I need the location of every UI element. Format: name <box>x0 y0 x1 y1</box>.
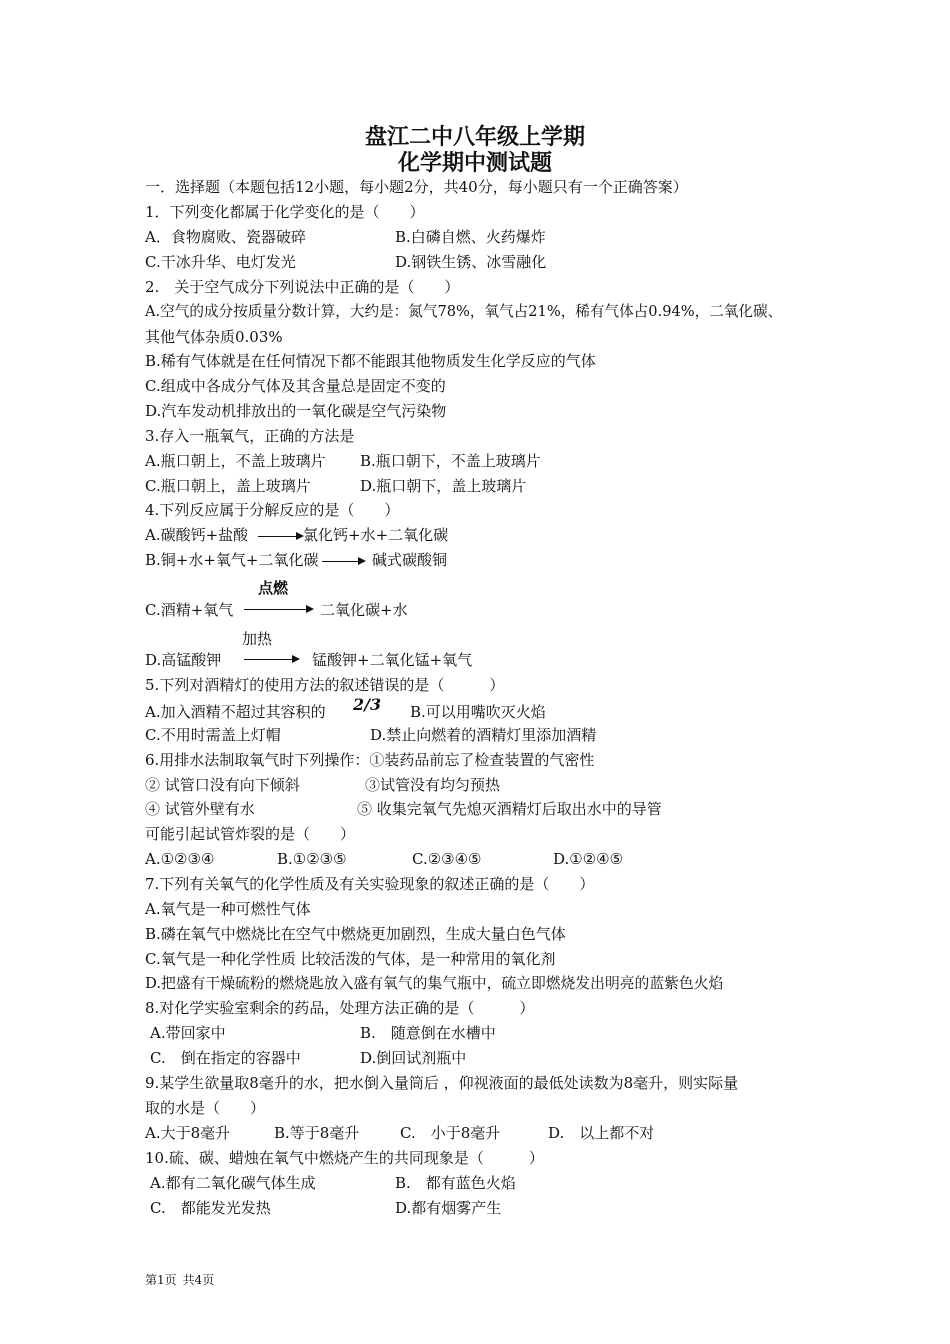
q6-operation-2: ② 试管口没有向下倾斜 <box>145 776 300 794</box>
q10-option-b: B. 都有蓝色火焰 <box>395 1174 516 1192</box>
q8-option-c: C. 倒在指定的容器中 <box>150 1049 301 1067</box>
q4-option-c-condition: 点燃 <box>258 579 289 597</box>
q2-stem: 2. 关于空气成分下列说法中正确的是（ ） <box>145 278 460 296</box>
q1-stem: 1．下列变化都属于化学变化的是（ ） <box>145 203 425 221</box>
q4-option-b-reactants: B.铜+水+氧气+二氧化碳 <box>145 551 319 569</box>
q1-option-d: D.钢铁生锈、冰雪融化 <box>395 253 547 271</box>
q1-option-a: A．食物腐败、瓷器破碎 <box>145 228 306 246</box>
q2-option-c: C.组成中各成分气体及其含量总是固定不变的 <box>145 377 446 395</box>
exam-title: 化学期中测试题 <box>397 150 552 176</box>
reaction-arrow-icon <box>258 536 302 537</box>
q4-option-a-products: 氯化钙+水+二氧化碳 <box>303 526 449 544</box>
q3-option-d: D.瓶口朝下，盖上玻璃片 <box>360 477 527 495</box>
school-title: 盘江二中八年级上学期 <box>364 124 585 150</box>
q5-option-c: C.不用时需盖上灯帽 <box>145 726 281 744</box>
reaction-arrow-icon <box>322 561 364 562</box>
q9-option-b: B.等于8毫升 <box>274 1124 360 1142</box>
q5-fraction: 2/3 <box>353 695 382 714</box>
q3-stem: 3.存入一瓶氧气，正确的方法是 <box>145 427 355 445</box>
q5-option-d: D.禁止向燃着的酒精灯里添加酒精 <box>370 726 597 744</box>
q9-stem-line2: 取的水是（ ） <box>145 1099 266 1117</box>
q3-option-b: B.瓶口朝下，不盖上玻璃片 <box>360 452 541 470</box>
q9-option-d: D. 以上都不对 <box>548 1124 655 1142</box>
page-number: 第1页 <box>145 1273 177 1287</box>
q6-option-d: D.①②④⑤ <box>553 850 624 868</box>
q7-option-b: B.磷在氧气中燃烧比在空气中燃烧更加剧烈，生成大量白色气体 <box>145 925 566 943</box>
q4-option-d-condition: 加热 <box>242 630 273 648</box>
q3-option-c: C.瓶口朝上，盖上玻璃片 <box>145 477 311 495</box>
q6-operation-3: ③试管没有均匀预热 <box>365 776 501 794</box>
q4-option-c-products: 二氧化碳+水 <box>320 601 408 619</box>
q6-option-c: C.②③④⑤ <box>412 850 482 868</box>
q2-option-b: B.稀有气体就是在任何情况下都不能跟其他物质发生化学反应的气体 <box>145 352 596 370</box>
q10-option-d: D.都有烟雾产生 <box>395 1199 502 1217</box>
q4-option-b-products: 碱式碳酸铜 <box>372 551 448 569</box>
q10-stem: 10.硫、碳、蜡烛在氧气中燃烧产生的共同现象是（ ） <box>145 1149 544 1167</box>
page-total: 共4页 <box>182 1273 215 1287</box>
q7-option-c: C.氧气是一种化学性质 比较活泼的气体，是一种常用的氧化剂 <box>145 950 556 968</box>
q1-option-c: C.干冰升华、电灯发光 <box>145 253 296 271</box>
page-footer <box>145 1271 220 1288</box>
q5-option-b: B.可以用嘴吹灭火焰 <box>410 703 546 721</box>
q4-option-d-reactants: D.高锰酸钾 <box>145 651 222 669</box>
q4-option-c-reactants: C.酒精+氧气 <box>145 601 234 619</box>
q8-option-d: D.倒回试剂瓶中 <box>360 1049 467 1067</box>
q5-stem: 5.下列对酒精灯的使用方法的叙述错误的是（ ） <box>145 676 505 694</box>
q9-option-a: A.大于8毫升 <box>145 1124 231 1142</box>
reaction-arrow-icon <box>244 609 312 610</box>
q6-question: 可能引起试管炸裂的是（ ） <box>145 825 356 843</box>
q9-stem-line1: 9.某学生欲量取8毫升的水，把水倒入量筒后 ，仰视液面的最低处读数为8毫升，则实际量 <box>145 1074 739 1092</box>
q2-option-a-line2: 其他气体杂质0.03% <box>145 328 283 346</box>
q4-option-d-products: 锰酸钾+二氧化锰+氧气 <box>312 651 473 669</box>
q2-option-a-line1: A.空气的成分按质量分数计算，大约是：氮气78%，氧气占21%，稀有气体占0.94%，二氧化碳、 <box>145 303 783 320</box>
q7-option-a: A.氧气是一种可燃性气体 <box>145 900 311 918</box>
q7-option-d: D.把盛有干燥硫粉的燃烧匙放入盛有氧气的集气瓶中，硫立即燃烧发出明亮的蓝紫色火焰 <box>145 975 724 992</box>
q8-stem: 8.对化学实验室剩余的药品，处理方法正确的是（ ） <box>145 999 535 1017</box>
q8-option-a: A.带回家中 <box>150 1024 226 1042</box>
q6-stem: 6.用排水法制取氧气时下列操作：①装药品前忘了检查装置的气密性 <box>145 751 595 769</box>
q4-stem: 4.下列反应属于分解反应的是（ ） <box>145 501 400 519</box>
q9-option-c: C. 小于8毫升 <box>400 1124 501 1142</box>
q2-option-d: D.汽车发动机排放出的一氧化碳是空气污染物 <box>145 402 447 420</box>
q6-option-b: B.①②③⑤ <box>277 850 347 868</box>
q7-stem: 7.下列有关氧气的化学性质及有关实验现象的叙述正确的是（ ） <box>145 875 595 893</box>
reaction-arrow-icon <box>244 659 298 660</box>
q8-option-b: B. 随意倒在水槽中 <box>360 1024 496 1042</box>
q6-operation-5: ⑤ 收集完氧气先熄灭酒精灯后取出水中的导管 <box>357 800 662 818</box>
q3-option-a: A.瓶口朝上，不盖上玻璃片 <box>145 452 326 470</box>
q1-option-b: B.白磷自燃、火药爆炸 <box>395 228 546 246</box>
q6-option-a: A.①②③④ <box>145 850 215 868</box>
q5-option-a: A.加入酒精不超过其容积的 <box>145 703 326 721</box>
q10-option-c: C. 都能发光发热 <box>150 1199 271 1217</box>
q4-option-a-reactants: A.碳酸钙+盐酸 <box>145 526 249 544</box>
q10-option-a: A.都有二氧化碳气体生成 <box>150 1174 316 1192</box>
q6-operation-4: ④ 试管外壁有水 <box>145 800 255 818</box>
section-heading: 一．选择题（本题包括12小题，每小题2分，共40分，每小题只有一个正确答案） <box>145 178 688 196</box>
